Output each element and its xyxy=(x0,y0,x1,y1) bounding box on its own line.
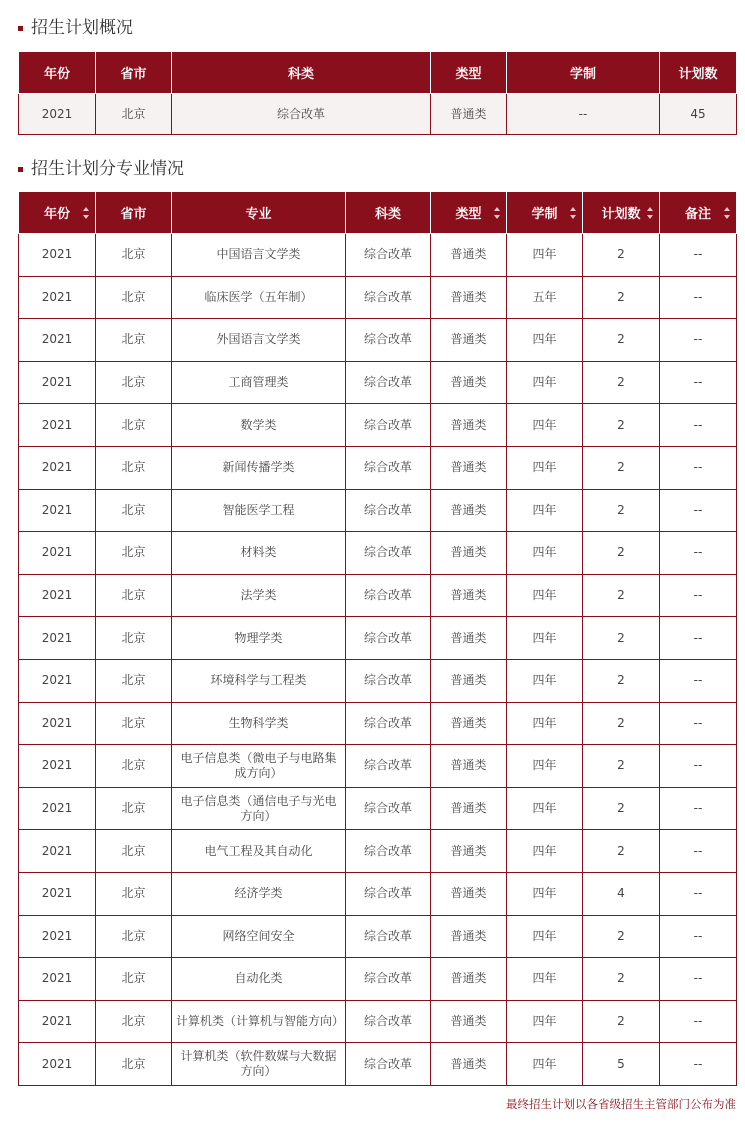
cell-quota: 2 xyxy=(583,276,660,319)
cell-year: 2021 xyxy=(19,276,96,319)
detail-header-duration[interactable] xyxy=(507,192,583,234)
table-row xyxy=(19,276,737,319)
cell-province: 北京 xyxy=(96,872,172,915)
cell-year: 2021 xyxy=(19,319,96,362)
cell-remark: -- xyxy=(660,745,737,788)
cell-remark: -- xyxy=(660,574,737,617)
cell-type: 普通类 xyxy=(431,361,507,404)
cell-year: 2021 xyxy=(19,915,96,958)
cell-quota: 2 xyxy=(583,787,660,830)
cell-subject: 综合改革 xyxy=(346,872,431,915)
cell-type: 普通类 xyxy=(431,830,507,873)
cell-subject: 综合改革 xyxy=(346,958,431,1001)
cell-major: 电子信息类（通信电子与光电方向） xyxy=(172,787,346,830)
table-row xyxy=(19,958,737,1001)
cell-remark: -- xyxy=(660,276,737,319)
cell-year: 2021 xyxy=(19,872,96,915)
cell-major: 新闻传播学类 xyxy=(172,446,346,489)
bullet-icon xyxy=(18,26,23,31)
cell-major: 物理学类 xyxy=(172,617,346,660)
cell-province: 北京 xyxy=(96,617,172,660)
cell-quota: 2 xyxy=(583,617,660,660)
cell-remark: -- xyxy=(660,489,737,532)
cell-province: 北京 xyxy=(96,745,172,788)
table-row xyxy=(19,787,737,830)
cell-duration: 四年 xyxy=(507,532,583,575)
cell-duration: 四年 xyxy=(507,702,583,745)
cell-province: 北京 xyxy=(96,958,172,1001)
table-row xyxy=(19,1000,737,1043)
table-row xyxy=(19,404,737,447)
table-row xyxy=(19,234,737,277)
cell-quota: 2 xyxy=(583,489,660,532)
table-row xyxy=(19,319,737,362)
table-row xyxy=(19,446,737,489)
cell-type: 普通类 xyxy=(431,319,507,362)
overview-cell-type: 普通类 xyxy=(431,94,507,135)
table-row xyxy=(19,574,737,617)
cell-remark: -- xyxy=(660,915,737,958)
cell-quota: 2 xyxy=(583,830,660,873)
cell-quota: 2 xyxy=(583,745,660,788)
detail-table xyxy=(18,191,737,1086)
cell-year: 2021 xyxy=(19,617,96,660)
cell-quota: 2 xyxy=(583,319,660,362)
cell-duration: 四年 xyxy=(507,319,583,362)
cell-province: 北京 xyxy=(96,489,172,532)
cell-duration: 四年 xyxy=(507,361,583,404)
cell-subject: 综合改革 xyxy=(346,234,431,277)
detail-table-body xyxy=(19,234,737,1086)
cell-subject: 综合改革 xyxy=(346,276,431,319)
cell-duration: 四年 xyxy=(507,745,583,788)
cell-type: 普通类 xyxy=(431,1000,507,1043)
detail-header-major: 专业 xyxy=(172,192,346,234)
cell-duration: 四年 xyxy=(507,446,583,489)
cell-remark: -- xyxy=(660,958,737,1001)
cell-type: 普通类 xyxy=(431,574,507,617)
cell-subject: 综合改革 xyxy=(346,1043,431,1086)
detail-header-row xyxy=(19,192,737,234)
cell-major: 自动化类 xyxy=(172,958,346,1001)
cell-major: 生物科学类 xyxy=(172,702,346,745)
cell-subject: 综合改革 xyxy=(346,1000,431,1043)
cell-province: 北京 xyxy=(96,319,172,362)
table-row xyxy=(19,617,737,660)
detail-header-remark[interactable] xyxy=(660,192,737,234)
cell-remark: -- xyxy=(660,830,737,873)
cell-province: 北京 xyxy=(96,702,172,745)
cell-major: 环境科学与工程类 xyxy=(172,659,346,702)
cell-subject: 综合改革 xyxy=(346,617,431,660)
table-row xyxy=(19,659,737,702)
bullet-icon xyxy=(18,167,23,172)
overview-header-province: 省市 xyxy=(96,52,172,94)
table-row xyxy=(19,489,737,532)
cell-year: 2021 xyxy=(19,574,96,617)
overview-row xyxy=(19,94,737,135)
cell-subject: 综合改革 xyxy=(346,361,431,404)
cell-remark: -- xyxy=(660,234,737,277)
sort-icon[interactable] xyxy=(647,207,654,219)
cell-remark: -- xyxy=(660,787,737,830)
cell-major: 网络空间安全 xyxy=(172,915,346,958)
cell-subject: 综合改革 xyxy=(346,787,431,830)
cell-year: 2021 xyxy=(19,361,96,404)
cell-major: 工商管理类 xyxy=(172,361,346,404)
cell-subject: 综合改革 xyxy=(346,574,431,617)
cell-year: 2021 xyxy=(19,745,96,788)
cell-year: 2021 xyxy=(19,659,96,702)
cell-duration: 四年 xyxy=(507,1000,583,1043)
overview-cell-province: 北京 xyxy=(96,94,172,135)
cell-type: 普通类 xyxy=(431,1043,507,1086)
cell-quota: 2 xyxy=(583,958,660,1001)
cell-subject: 综合改革 xyxy=(346,489,431,532)
cell-quota: 2 xyxy=(583,702,660,745)
cell-duration: 四年 xyxy=(507,659,583,702)
cell-province: 北京 xyxy=(96,659,172,702)
cell-type: 普通类 xyxy=(431,745,507,788)
cell-year: 2021 xyxy=(19,702,96,745)
sort-icon[interactable] xyxy=(724,207,731,219)
cell-subject: 综合改革 xyxy=(346,404,431,447)
cell-province: 北京 xyxy=(96,574,172,617)
cell-remark: -- xyxy=(660,702,737,745)
cell-year: 2021 xyxy=(19,446,96,489)
overview-header-row xyxy=(19,52,737,94)
cell-quota: 2 xyxy=(583,659,660,702)
overview-cell-year: 2021 xyxy=(19,94,96,135)
detail-header-year-label: 年份 xyxy=(43,207,70,222)
detail-header-quota[interactable] xyxy=(583,192,660,234)
detail-header-quota-label: 计划数 xyxy=(601,207,641,222)
cell-quota: 2 xyxy=(583,234,660,277)
cell-quota: 4 xyxy=(583,872,660,915)
cell-subject: 综合改革 xyxy=(346,745,431,788)
cell-year: 2021 xyxy=(19,958,96,1001)
overview-header-quota: 计划数 xyxy=(660,52,737,94)
cell-type: 普通类 xyxy=(431,915,507,958)
cell-remark: -- xyxy=(660,1043,737,1086)
cell-type: 普通类 xyxy=(431,659,507,702)
cell-subject: 综合改革 xyxy=(346,446,431,489)
table-row xyxy=(19,872,737,915)
cell-subject: 综合改革 xyxy=(346,532,431,575)
cell-province: 北京 xyxy=(96,446,172,489)
cell-major: 计算机类（软件数媒与大数据方向） xyxy=(172,1043,346,1086)
cell-quota: 5 xyxy=(583,1043,660,1086)
cell-quota: 2 xyxy=(583,574,660,617)
cell-duration: 四年 xyxy=(507,489,583,532)
cell-type: 普通类 xyxy=(431,872,507,915)
sort-icon[interactable] xyxy=(83,207,90,219)
cell-remark: -- xyxy=(660,532,737,575)
detail-header-duration-label: 学制 xyxy=(531,207,558,222)
sort-icon[interactable] xyxy=(570,207,577,219)
table-row xyxy=(19,1043,737,1086)
cell-subject: 综合改革 xyxy=(346,830,431,873)
cell-province: 北京 xyxy=(96,532,172,575)
cell-province: 北京 xyxy=(96,361,172,404)
cell-major: 临床医学（五年制） xyxy=(172,276,346,319)
cell-duration: 四年 xyxy=(507,830,583,873)
detail-header-type[interactable] xyxy=(431,192,507,234)
cell-duration: 四年 xyxy=(507,404,583,447)
cell-major: 计算机类（计算机与智能方向） xyxy=(172,1000,346,1043)
overview-cell-duration: -- xyxy=(507,94,660,135)
detail-header-type-label: 类型 xyxy=(455,207,482,222)
cell-year: 2021 xyxy=(19,1000,96,1043)
overview-title xyxy=(18,16,133,40)
cell-major: 材料类 xyxy=(172,532,346,575)
cell-quota: 2 xyxy=(583,446,660,489)
cell-province: 北京 xyxy=(96,276,172,319)
cell-major: 电子信息类（微电子与电路集成方向） xyxy=(172,745,346,788)
overview-header-subject: 科类 xyxy=(172,52,431,94)
cell-quota: 2 xyxy=(583,1000,660,1043)
cell-type: 普通类 xyxy=(431,617,507,660)
overview-cell-subject: 综合改革 xyxy=(172,94,431,135)
cell-major: 智能医学工程 xyxy=(172,489,346,532)
cell-year: 2021 xyxy=(19,1043,96,1086)
table-row xyxy=(19,702,737,745)
detail-header-subject: 科类 xyxy=(346,192,431,234)
cell-remark: -- xyxy=(660,319,737,362)
cell-type: 普通类 xyxy=(431,489,507,532)
cell-duration: 五年 xyxy=(507,276,583,319)
detail-header-remark-label: 备注 xyxy=(684,207,711,222)
cell-subject: 综合改革 xyxy=(346,702,431,745)
cell-duration: 四年 xyxy=(507,915,583,958)
cell-major: 中国语言文学类 xyxy=(172,234,346,277)
overview-table xyxy=(18,51,737,135)
cell-remark: -- xyxy=(660,617,737,660)
cell-type: 普通类 xyxy=(431,787,507,830)
cell-type: 普通类 xyxy=(431,404,507,447)
cell-province: 北京 xyxy=(96,830,172,873)
cell-remark: -- xyxy=(660,872,737,915)
cell-province: 北京 xyxy=(96,404,172,447)
table-row xyxy=(19,532,737,575)
cell-duration: 四年 xyxy=(507,574,583,617)
overview-header-type: 类型 xyxy=(431,52,507,94)
cell-quota: 2 xyxy=(583,532,660,575)
cell-type: 普通类 xyxy=(431,702,507,745)
table-row xyxy=(19,745,737,788)
cell-remark: -- xyxy=(660,361,737,404)
cell-province: 北京 xyxy=(96,234,172,277)
cell-type: 普通类 xyxy=(431,276,507,319)
cell-quota: 2 xyxy=(583,915,660,958)
cell-remark: -- xyxy=(660,659,737,702)
cell-province: 北京 xyxy=(96,1043,172,1086)
cell-type: 普通类 xyxy=(431,958,507,1001)
cell-quota: 2 xyxy=(583,404,660,447)
cell-province: 北京 xyxy=(96,1000,172,1043)
footnote: 最终招生计划以各省级招生主管部门公布为准 xyxy=(506,1097,736,1111)
cell-year: 2021 xyxy=(19,532,96,575)
cell-major: 电气工程及其自动化 xyxy=(172,830,346,873)
overview-title-text: 招生计划概况 xyxy=(31,18,133,38)
cell-duration: 四年 xyxy=(507,872,583,915)
detail-header-province: 省市 xyxy=(96,192,172,234)
cell-year: 2021 xyxy=(19,234,96,277)
overview-header-duration: 学制 xyxy=(507,52,660,94)
cell-subject: 综合改革 xyxy=(346,659,431,702)
cell-duration: 四年 xyxy=(507,1043,583,1086)
cell-major: 外国语言文学类 xyxy=(172,319,346,362)
cell-subject: 综合改革 xyxy=(346,319,431,362)
detail-header-year[interactable] xyxy=(19,192,96,234)
cell-duration: 四年 xyxy=(507,617,583,660)
cell-remark: -- xyxy=(660,404,737,447)
cell-type: 普通类 xyxy=(431,446,507,489)
cell-major: 数学类 xyxy=(172,404,346,447)
cell-province: 北京 xyxy=(96,787,172,830)
table-row xyxy=(19,915,737,958)
cell-year: 2021 xyxy=(19,830,96,873)
table-row xyxy=(19,830,737,873)
overview-header-year: 年份 xyxy=(19,52,96,94)
cell-type: 普通类 xyxy=(431,532,507,575)
cell-year: 2021 xyxy=(19,489,96,532)
cell-major: 经济学类 xyxy=(172,872,346,915)
cell-subject: 综合改革 xyxy=(346,915,431,958)
sort-icon[interactable] xyxy=(494,207,501,219)
cell-remark: -- xyxy=(660,446,737,489)
detail-title-text: 招生计划分专业情况 xyxy=(31,159,184,179)
cell-year: 2021 xyxy=(19,787,96,830)
cell-year: 2021 xyxy=(19,404,96,447)
cell-quota: 2 xyxy=(583,361,660,404)
cell-remark: -- xyxy=(660,1000,737,1043)
cell-duration: 四年 xyxy=(507,234,583,277)
cell-province: 北京 xyxy=(96,915,172,958)
cell-duration: 四年 xyxy=(507,787,583,830)
cell-duration: 四年 xyxy=(507,958,583,1001)
table-row xyxy=(19,361,737,404)
detail-title xyxy=(18,157,184,181)
overview-cell-quota: 45 xyxy=(660,94,737,135)
cell-major: 法学类 xyxy=(172,574,346,617)
cell-type: 普通类 xyxy=(431,234,507,277)
